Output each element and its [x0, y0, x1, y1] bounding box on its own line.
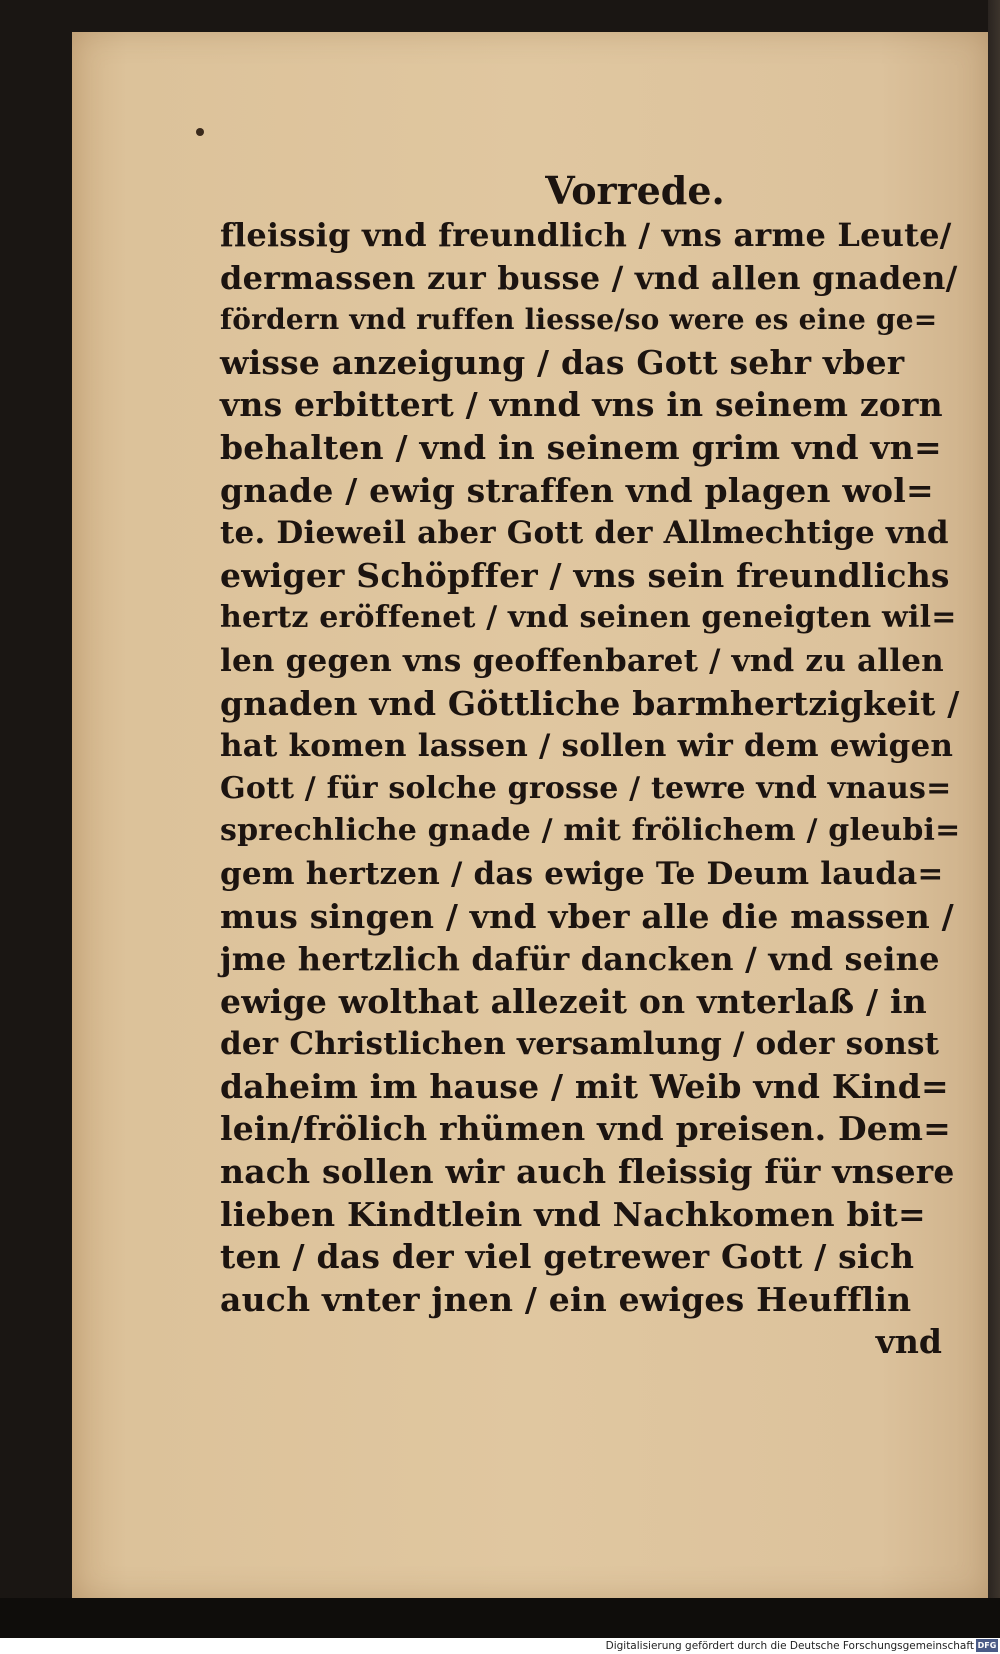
ink-spot: [196, 128, 204, 136]
page-text: [220, 168, 960, 1363]
text-line: ewige wolthat allezeit on vnterlaß / in: [220, 981, 927, 1021]
text-line: fleissig vnd freundlich / vns arme Leute/: [220, 216, 952, 254]
text-line: fördern vnd ruffen liesse/so were es eine ge=: [220, 303, 938, 337]
dfg-logo: DFG: [977, 1641, 997, 1650]
text-line: daheim im hause / mit Weib vnd Kind=: [220, 1066, 949, 1106]
text-line: lieben Kindtlein vnd Nachkomen bit=: [220, 1194, 926, 1234]
text-line: ten / das der viel getrewer Gott / sich: [220, 1237, 915, 1277]
text-line: der Christlichen versamlung / oder sonst: [220, 1026, 940, 1063]
text-line: gnaden vnd Göttliche barmhertzigkeit /: [220, 683, 960, 723]
running-head: Vorrede.: [545, 168, 725, 213]
text-line: behalten / vnd in seinem grim vnd vn=: [220, 427, 942, 467]
text-line: gem hertzen / das ewige Te Deum lauda=: [220, 855, 944, 892]
text-line: hertz eröffenet / vnd seinen geneigten wil=: [220, 600, 957, 636]
text-line: mus singen / vnd vber alle die massen /: [220, 896, 954, 936]
funding-credit: Digitalisierung gefördert durch die Deutsche Forschungsgemeinschaft: [605, 1640, 974, 1652]
text-line: auch vnter jnen / ein ewiges Heufflin: [220, 1279, 912, 1319]
text-line: hat komen lassen / sollen wir dem ewigen: [220, 728, 954, 765]
text-line: dermassen zur busse / vnd allen gnaden/: [220, 258, 958, 297]
footer-bar: [0, 1638, 1000, 1654]
text-line: gnade / ewig straffen vnd plagen wol=: [220, 470, 934, 510]
text-line: Gott / für solche grosse / tewre vnd vnaus=: [220, 770, 952, 806]
text-line: len gegen vns geoffenbaret / vnd zu allen: [220, 642, 944, 679]
text-line: wisse anzeigung / das Gott sehr vber: [220, 342, 905, 382]
text-line: te. Dieweil aber Gott der Allmechtige vnd: [220, 515, 949, 552]
text-line: sprechliche gnade / mit frölichem / gleubi=: [220, 813, 961, 849]
text-line: ewiger Schöpffer / vns sein freundlichs: [220, 555, 950, 595]
text-line: lein/frölich rhümen vnd preisen. Dem=: [220, 1109, 951, 1149]
catchword: vnd: [875, 1322, 942, 1362]
text-line: vns erbittert / vnnd vns in seinem zorn: [220, 385, 943, 425]
scan-background: [0, 1598, 1000, 1638]
book-edge: [988, 0, 1000, 1640]
text-line: jme hertzlich dafür dancken / vnd seine: [220, 940, 940, 979]
text-line: nach sollen wir auch fleissig für vnsere: [220, 1152, 955, 1192]
